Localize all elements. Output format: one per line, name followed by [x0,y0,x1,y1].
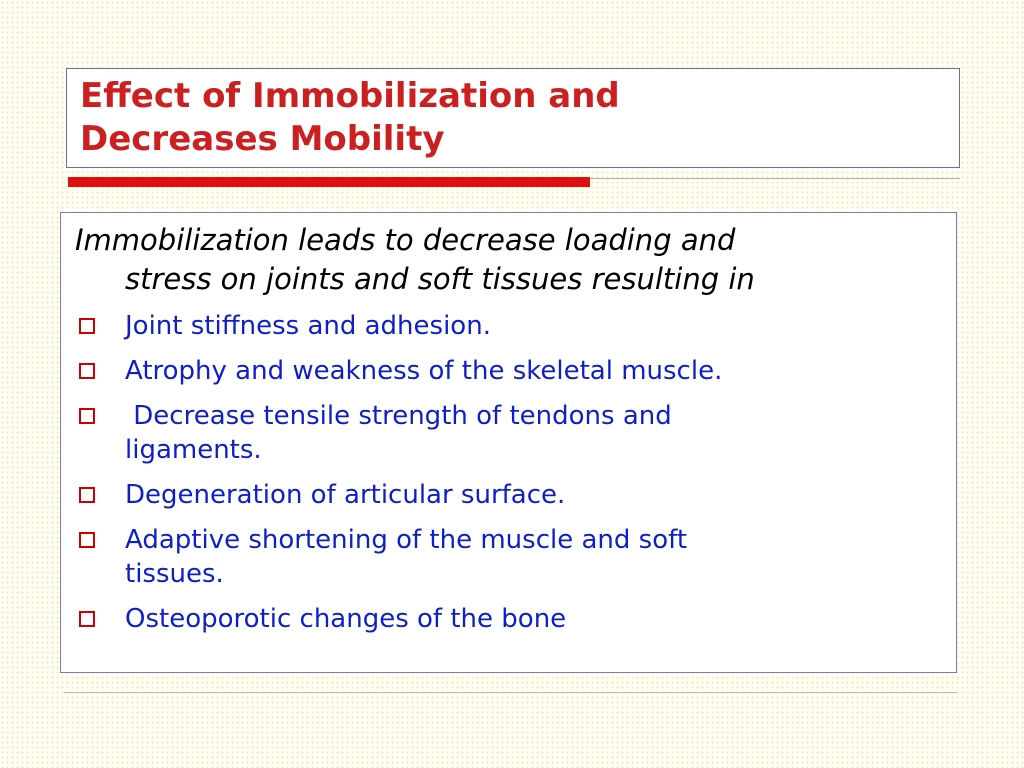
hollow-square-bullet-icon [79,318,95,334]
title-box [66,68,960,168]
intro-line-2: stress on joints and soft tissues resulting in [125,262,755,296]
hollow-square-bullet-icon [79,532,95,548]
bullet-text-line-1: Degeneration of articular surface. [125,480,566,510]
title-accent-bar [68,177,590,187]
intro-paragraph [75,221,945,299]
bullet-item [75,354,722,388]
hollow-square-bullet-icon [79,408,95,424]
bullet-text-line-1: Atrophy and weakness of the skeletal muscle. [125,356,723,386]
bullet-text-line-1: Adaptive shortening of the muscle and soft [125,525,688,555]
content-box [60,212,957,673]
bullet-item [75,309,722,343]
bullet-text-line-1: Joint stiffness and adhesion. [125,311,491,341]
slide-title-line-1: Effect of Immobilization and [80,76,620,116]
bullet-text-line-1: Osteoporotic changes of the bone [125,604,567,634]
bullet-item [75,399,722,467]
slide-title-line-2: Decreases Mobility [80,119,445,159]
bullet-item [75,602,722,636]
footer-divider-line [64,692,957,693]
bullet-text-line-1: Decrease tensile strength of tendons and [125,401,672,431]
bullet-text-line-2: tissues. [125,559,224,589]
title-divider-line [590,178,960,179]
intro-line-1: Immobilization leads to decrease loading and [75,223,736,257]
bullet-item [75,478,722,512]
bullet-list [75,309,722,647]
bullet-text-line-2: ligaments. [125,435,262,465]
slide-title [80,75,620,161]
hollow-square-bullet-icon [79,363,95,379]
hollow-square-bullet-icon [79,487,95,503]
hollow-square-bullet-icon [79,611,95,627]
bullet-item [75,523,722,591]
